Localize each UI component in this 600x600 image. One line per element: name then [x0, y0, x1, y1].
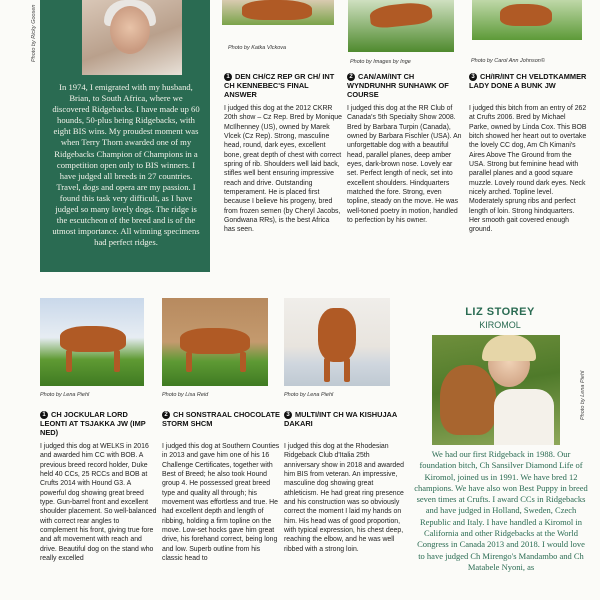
dog-silhouette [242, 0, 312, 20]
bottom-dog-2-credit: Photo by Lisa Reid [162, 392, 209, 398]
bottom-dog-2-body: I judged this dog at Southern Counties in 2013 and gave him one of his 16 Challenge Certificates, together with Best of Breed; he also took Hound group 4. He possessed great breed type and quality all through; his movement was effortless and true. He had excellent depth and length of ribbing, holding a firm topline on the move. Low-set hocks gave him great drive, his forehand correct, being long and low. Superb outline from his classic head to [162, 443, 280, 563]
portrait-hair [482, 335, 536, 361]
judge-1-portrait [82, 0, 182, 75]
number-badge: 3 [469, 73, 477, 81]
top-dog-3-credit: Photo by Carol Ann Johnson© [471, 58, 545, 64]
dog-leg [324, 358, 330, 382]
number-badge: 1 [224, 73, 232, 81]
dog-leg [66, 350, 72, 372]
bottom-dog-2-title-text: CH SONSTRAAL CHOCOLATE STORM SHCM [162, 410, 280, 428]
top-dog-2-title [347, 72, 462, 99]
bottom-dog-3-title [284, 410, 402, 428]
judge-1-photo-credit: Photo by Ricky Goosen [31, 4, 37, 62]
judge-1-bio-text: In 1974, I emigrated with my husband, Brian, to South Africa, where we discovered Ridgebacks. I have made up 60 hounds, 50-plus being Ridgebacks, with eight BIS wins. My proudest moment was when Terry Thorn awarded one of my Ridgebacks Champion of Champions in a competition open only to BIS winners. I have judged all breeds in 27 countries. Travel, dogs and opera are my passion. I found this task very difficult, as I have judged so many lovely dogs. The ridge is the escutcheon of the breed and is of the utmost importance. All winning specimens had perfect ridges. [52, 82, 200, 248]
dog-silhouette [500, 4, 552, 26]
dog-leg [344, 358, 350, 382]
bio-panel-judge-1 [40, 0, 210, 272]
bottom-dog-1-photo [40, 298, 144, 386]
portrait-face [110, 6, 150, 54]
dog-leg [114, 350, 120, 372]
bottom-dog-2-title [162, 410, 280, 428]
bottom-dog-3-title-text: MULTI/INT CH WA KISHUJAA DAKARI [284, 410, 397, 428]
bottom-dog-3-body: I judged this dog at the Rhodesian Ridgeback Club d'Italia 25th anniversary show in 2018 and awarded him BIS from veteran. An impressive, masculine dog showing great athleticism. He had great ring presence and his construction was so obviously correct the moment I laid my hands on him. His head was of good proportion, with typical expression, his chest deep, reaching the elbow, and he was well ribbed with a strong loin. [284, 443, 404, 553]
top-dog-1-title [224, 72, 339, 99]
bottom-dog-1-title [40, 410, 156, 437]
top-dog-3-photo [472, 0, 582, 40]
number-badge: 1 [40, 411, 48, 419]
top-dog-2-title-text: CAN/AM/INT CH WYNDRUNHR SUNHAWK OF COURSE [347, 72, 449, 99]
number-badge: 3 [284, 411, 292, 419]
top-dog-1-title-text: DEN CH/CZ REP GR CH/ INT CH KENNEBEC'S FINAL ANSWER [224, 72, 335, 99]
top-dog-2-body: I judged this dog at the RR Club of Canada's 5th Specialty Show 2008. Bred by Barbara Turpin (Canada), owned by Barbara Fischler (USA). An unforgettable dog with a beautiful head, parallel planes, deep amber eyes, dark-brown nose. Lovely ear set. Perfect length of neck, set into excellent shoulders. Hindquarters matched the fore. Strong, even topline, steady on the move. He was well-toned poetry in motion, handled to perfection by his owner. [347, 105, 462, 225]
judge-2-portrait [432, 335, 560, 445]
bottom-dog-1-title-text: CH JOCKULAR LORD LEONTI AT TSJAKKA JW (IMP NED) [40, 410, 146, 437]
top-dog-1-photo [222, 0, 334, 25]
judge-2-name: LIZ STOREY [465, 306, 535, 318]
dog-leg [186, 352, 192, 372]
dog-silhouette [60, 326, 126, 352]
bottom-dog-2-photo [162, 298, 268, 386]
top-dog-2-photo [348, 0, 454, 52]
bottom-dog-1-body: I judged this dog at WELKS in 2016 and awarded him CC with BOB. A previous breed record holder, Duke held 40 CCs, 25 RCCs and BOB at Crufts 2014 with Hound G3. A powerful dog showing great breed type. Gun-barrel front and excellent shoulder placement. So well-balanced with correct rear angles to complement his front, giving true fore and aft movement with reach and drive. Beautiful dog on the stand who really excelled [40, 443, 157, 563]
dog-silhouette [440, 365, 496, 435]
top-dog-1-body: I judged this dog at the 2012 CKRR 20th show – Cz Rep. Bred by Monique McIlhenney (US), owned by Marek Vlcek (Cz Rep). Strong, masculine head, round, dark eyes, excellent bone, great depth of chest with correct spring of rib. Shoulders well laid back, stifles well bent ensuring impressive reach and drive. Outstanding temperament. He is placed first because I believe his progeny, bred from frozen semen (by Cheryl Jacobs, Gondwana RRs), is the best Africa has seen. [224, 105, 342, 234]
dog-silhouette [180, 328, 250, 354]
top-dog-3-body: I judged this bitch from an entry of 262 at Crufts 2006. Bred by Michael Parke, owned by Linda Cox. This BOB bitch showed her heart out to overtake the lovely CC dog, Am Ch Kimani's Aires Above The Ground from the USA. Strong but feminine head with parallel planes and a good square muzzle. Lovely round dark eyes. Neck nicely arched. Topline level. Moderately sprung ribs and perfect length of loin. Strong hindquarters. Her smooth gait covered enough ground. [469, 105, 587, 234]
number-badge: 2 [162, 411, 170, 419]
bottom-dog-1-credit: Photo by Lena Piehl [40, 392, 90, 398]
bottom-dog-3-credit: Photo by Lena Piehl [284, 392, 334, 398]
judge-2-photo-credit: Photo by Lena Piehl [580, 370, 586, 420]
number-badge: 2 [347, 73, 355, 81]
dog-leg [240, 352, 246, 372]
top-dog-1-credit: Photo by Katka Vlckova [228, 45, 287, 51]
dog-silhouette [369, 1, 433, 29]
judge-2-kennel: KIROMOL [479, 320, 521, 330]
top-dog-3-title-text: CH/IR/INT CH VELDTKAMMER LADY DONE A BUNK JW [469, 72, 587, 90]
judge-2-bio-text: We had our first Ridgeback in 1988. Our foundation bitch, Ch Sansilver Diamond Life of Kiromol, joined us in 1991. We have bred 12 champions. We have also won Best Puppy in breed seven times at Crufts. I award CCs in Ridgebacks and have judged in Holland, Sweden, Czech Republic and Italy. I have handled a Kiromol in California and other Ridgebacks at the World Congress in Canada 2013 and 2018. I would love to have judged Ch Mirengo's Mandambo and Ch Matabele Nyoni, as [414, 449, 588, 572]
top-dog-2-credit: Photo by Images by Inge [350, 59, 411, 65]
top-dog-3-title [469, 72, 587, 90]
bio-panel-judge-2 [410, 298, 590, 600]
dog-silhouette [318, 308, 356, 362]
bottom-dog-3-photo [284, 298, 390, 386]
portrait-shirt [494, 389, 554, 445]
